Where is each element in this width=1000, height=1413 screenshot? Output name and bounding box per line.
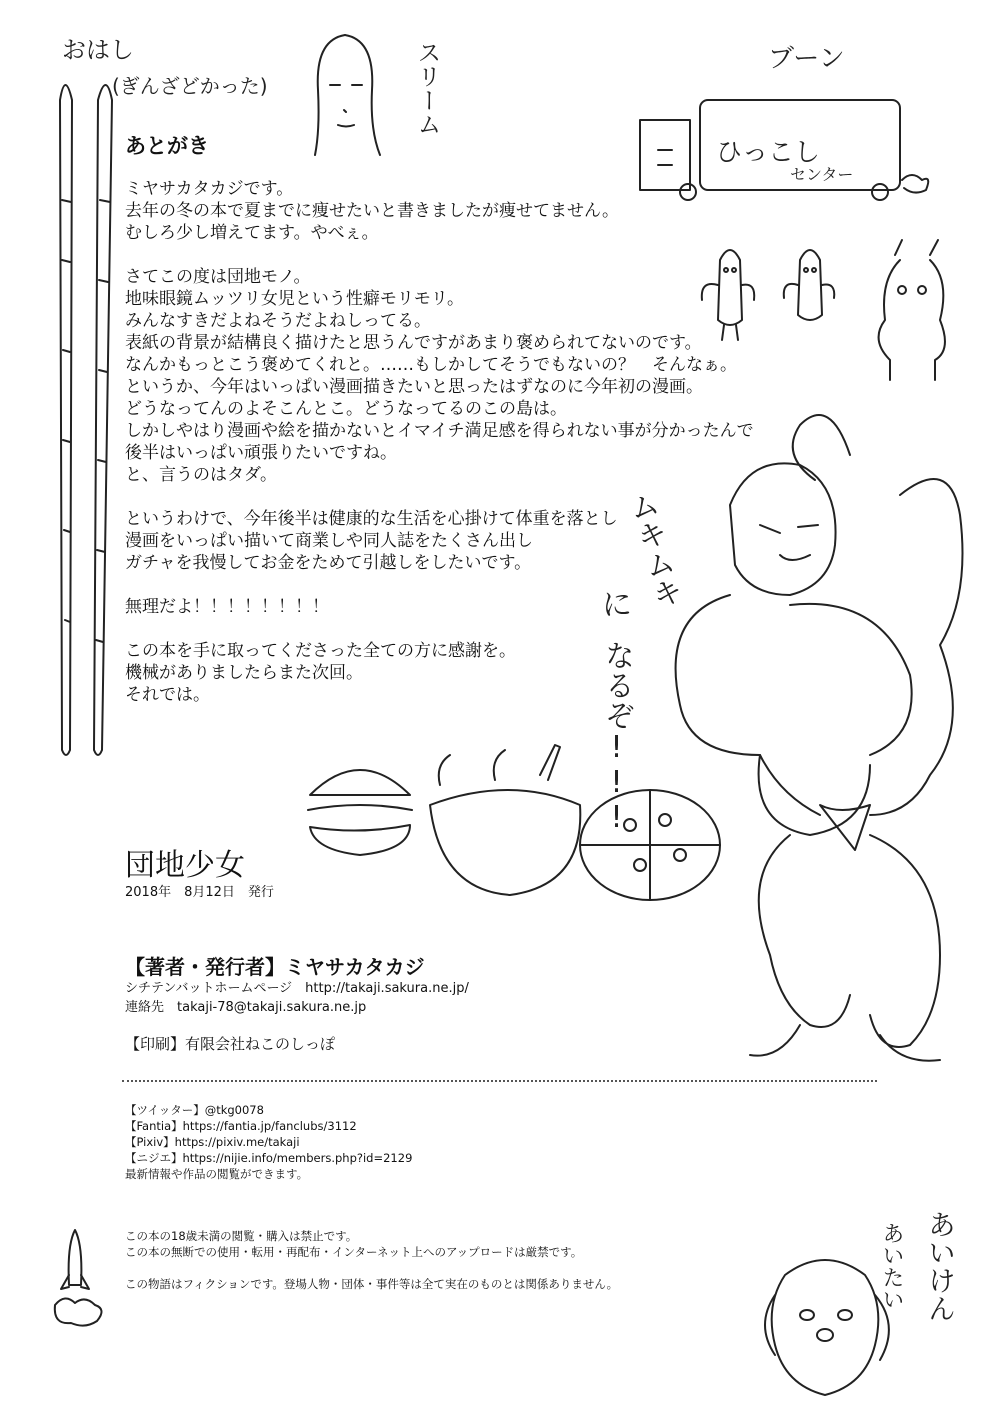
body-line: ガチャを我慢してお金をためて引越しをしたいです。 [125,553,532,573]
body-line: 機械がありましたらまた次回。 [125,663,363,683]
links-note: 最新情報や作品の閲覧ができます。 [125,1167,309,1181]
rocket-drawing [45,1225,125,1335]
body-line: みんなすきだよねそうだよねしってる。 [125,311,431,331]
body-line: 後半はいっぱい頑張りたいですね。 [125,443,397,463]
body-line: 去年の冬の本で夏までに痩せたいと書きましたが痩せてません。 [125,201,620,221]
age-notice: この本の18歳未満の閲覧・購入は禁止です。 [125,1229,358,1243]
book-title: 団地少女 [125,848,245,883]
copyright-notice: この本の無断での使用・転用・再配布・インターネット上へのアップロードは厳禁です。 [125,1245,583,1259]
body-line: どうなってんのよそこんとこ。どうなってるのこの島は。 [125,399,567,419]
food-drawing [300,735,720,895]
divider [122,1080,877,1082]
body-line: しかしやはり漫画や絵を描かないとイマイチ満足感を得られない事が分かったんで [125,421,754,441]
author-label: 【著者・発行者】ミヤサカタカジ [125,955,425,979]
body-line: 表紙の背景が結構良く描けたと思うんですがあまり褒められてないのです。 [125,333,702,353]
body-line: 無理だよ！！！！！！！！ [125,597,329,617]
slim-text: スリーム [413,40,441,136]
aiken-text: あいけん [924,1210,957,1322]
body-line: さてこの度は団地モノ。 [125,267,311,287]
body-line: というか、今年はいっぱい漫画描きたいと思ったはずなのに今年初の漫画。 [125,377,703,397]
naruzo-text: なるぞ!!! [599,640,634,835]
body-line: この本を手に取ってくださった全ての方に感謝を。 [125,641,516,661]
body-line: 漫画をいっぱい描いて商業しや同人誌をたくさん出し [125,531,533,551]
body-line: というわけで、今年後半は健康的な生活を心掛けて体重を落とし [125,509,618,529]
body-line: なんかもっとこう褒めてくれと。……もしかしてそうでもないの？ そんなぁ。 [125,355,737,375]
homepage-link[interactable]: シチテンバットホームページ http://takaji.sakura.ne.jp/ [125,981,469,996]
body-line: それでは。 [125,685,210,705]
aitai-text: あいたい [879,1222,904,1310]
publish-date: 2018年 8月12日 発行 [125,885,274,900]
contact-email[interactable]: 連絡先 takaji-78@takaji.sakura.ne.jp [125,1000,367,1015]
notices-block [125,1228,618,1292]
afterword-title: あとがき [125,134,209,158]
body-line: ミヤサカタカジです。 [125,179,294,199]
body-line: 地味眼鏡ムッツリ女児という性癖モリモリ。 [125,289,464,309]
spacer-line [125,1260,618,1276]
twitter-link[interactable]: 【ツイッター】@tkg0078 [125,1103,264,1117]
hikkoshi-text: ひっこし [716,138,821,168]
printer-label: 【印刷】有限会社ねこのしっぽ [125,1035,336,1053]
nijie-link[interactable]: 【ニジエ】https://nijie.info/members.php?id=2129 [125,1151,413,1165]
woman-face-drawing [310,30,390,160]
body-line: と、言うのはタダ。 [125,465,277,485]
ni-text: に [602,588,632,623]
chopsticks-drawing [40,60,120,760]
pixiv-link[interactable]: 【Pixiv】https://pixiv.me/takaji [125,1135,300,1149]
fiction-notice: この物語はフィクションです。登場人物・団体・事件等は全て実在のものとは関係ありません。 [125,1277,619,1291]
center-text: センター [790,165,854,184]
ginzadoka-text: (ぎんざどかった) [112,74,268,98]
links-block [125,1102,412,1182]
ohashi-text: おはし [62,36,134,64]
body-line: むしろ少し増えてます。やべぇ。 [125,223,379,243]
mukimuki-text: ムキムキ [620,487,685,613]
paragraph-1 [125,178,754,244]
fantia-link[interactable]: 【Fantia】https://fantia.jp/fanclubs/3112 [125,1119,357,1133]
boon-text: ブーン [768,44,845,74]
